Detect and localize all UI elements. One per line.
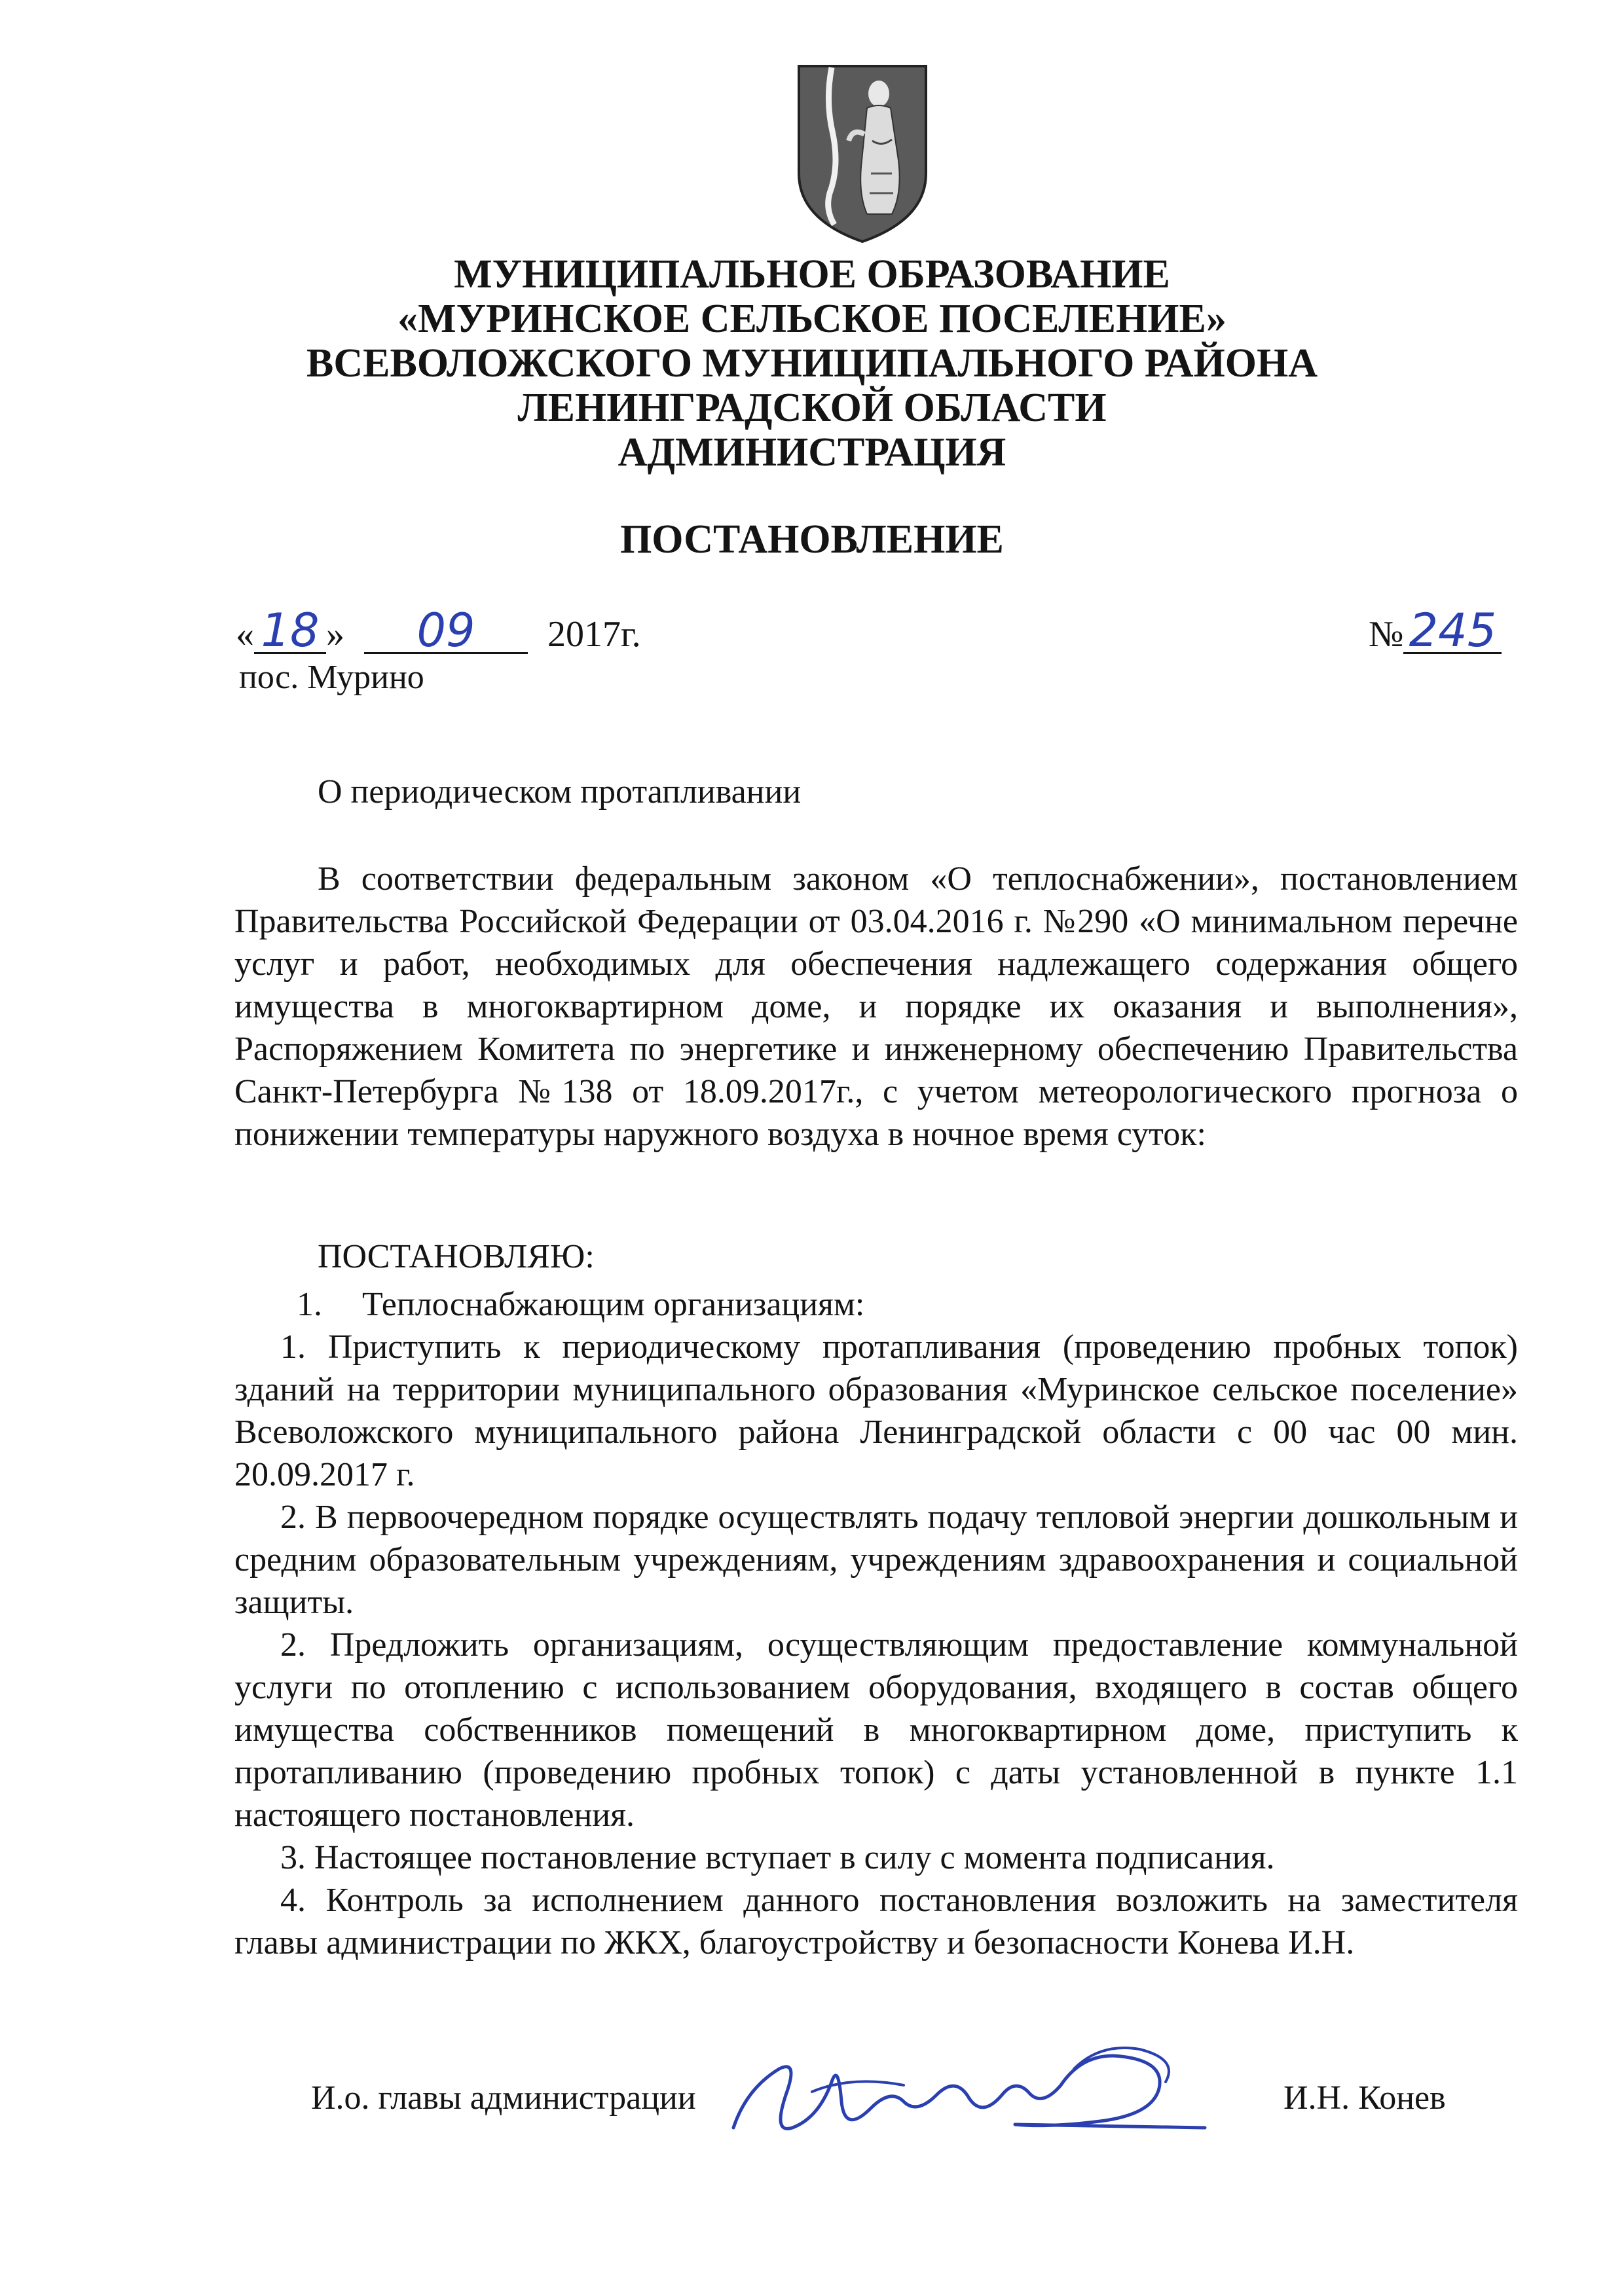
date-year: 2017г.: [547, 614, 641, 655]
date-close-quote: »: [326, 614, 344, 655]
item-1: [234, 1283, 1518, 1326]
resolve-heading: ПОСТАНОВЛЯЮ:: [318, 1238, 595, 1275]
item-4: 4. Контроль за исполнением данного постановления возложить на заместителя главы администрации по ЖКХ, благоустройству и безопасности Конева И.Н.: [234, 1882, 1518, 1961]
header-line-administration: АДМИНИСТРАЦИЯ: [618, 430, 1006, 475]
document-subject: О периодическом протапливании: [318, 773, 802, 811]
resolution-items: [234, 1283, 1518, 1964]
signatory-name: И.Н. Конев: [1283, 2079, 1446, 2117]
document-place: пос. Мурино: [239, 659, 424, 696]
header-line-settlement: «МУРИНСКОЕ СЕЛЬСКОЕ ПОСЕЛЕНИЕ»: [397, 297, 1227, 341]
item-1-1: 1. Приступить к периодическому протапливания (проведению пробных топок) зданий на территории муниципального образования «Муринское сельское поселение» Всеволожского муниципального района Ленинградской области с 00 час 00 мин. 20.09.2017 г.: [234, 1328, 1518, 1493]
preamble-text: В соответствии федеральным законом «О теплоснабжении», постановлением Правительства Российской Федерации от 03.04.2016 г. №290 «О минимальном перечне услуг и работ, необходимых для обеспечения надлежащего содержания общего имущества в многоквартирном доме, и порядке их оказания и выполнения», Распоряжением Комитета по энергетике и инженерному обеспечению Правительства Санкт-Петербурга №138 от 18.09.2017г., с учетом метеорологического прогноза о понижении температуры наружного воздуха в ночное время суток:: [234, 860, 1518, 1153]
item-3: 3. Настоящее постановление вступает в силу с момента подписания.: [280, 1839, 1275, 1876]
preamble: [234, 858, 1518, 1156]
header-line-district: ВСЕВОЛОЖСКОГО МУНИЦИПАЛЬНОГО РАЙОНА: [306, 341, 1318, 386]
item-1-text: Теплоснабжающим организациям:: [362, 1286, 865, 1323]
document-date: [236, 604, 641, 657]
document-number: [1369, 604, 1502, 657]
date-open-quote: «: [236, 614, 254, 655]
signatory-role: И.о. главы администрации: [311, 2079, 696, 2117]
header-line-municipality: МУНИЦИПАЛЬНОЕ ОБРАЗОВАНИЕ: [454, 252, 1170, 297]
handwritten-signature-icon: [707, 2030, 1218, 2160]
coat-of-arms-icon: [794, 62, 931, 246]
number-handwritten: 245: [1403, 609, 1502, 654]
number-prefix: №: [1369, 614, 1404, 655]
issuer-header: [0, 252, 1624, 475]
item-2: 2. Предложить организациям, осуществляющим предоставление коммунальной услуги по отоплению с использованием оборудования, входящего в состав общего имущества собственников помещений в многоквартирном доме, приступить к протапливанию (проведению пробных топок) с даты установленной в пункте 1.1 настоящего постановления.: [234, 1626, 1518, 1834]
header-line-region: ЛЕНИНГРАДСКОЙ ОБЛАСТИ: [517, 386, 1107, 430]
item-1-2: 2. В первоочередном порядке осуществлять подачу тепловой энергии дошкольным и средним образовательным учреждениям, учреждениям здравоохранения и социальной защиты.: [234, 1499, 1518, 1621]
document-type-title: ПОСТАНОВЛЕНИЕ: [620, 517, 1004, 562]
date-day-handwritten: 18: [254, 609, 326, 654]
date-month-handwritten: 09: [364, 609, 528, 654]
item-1-number: 1.: [297, 1286, 322, 1323]
